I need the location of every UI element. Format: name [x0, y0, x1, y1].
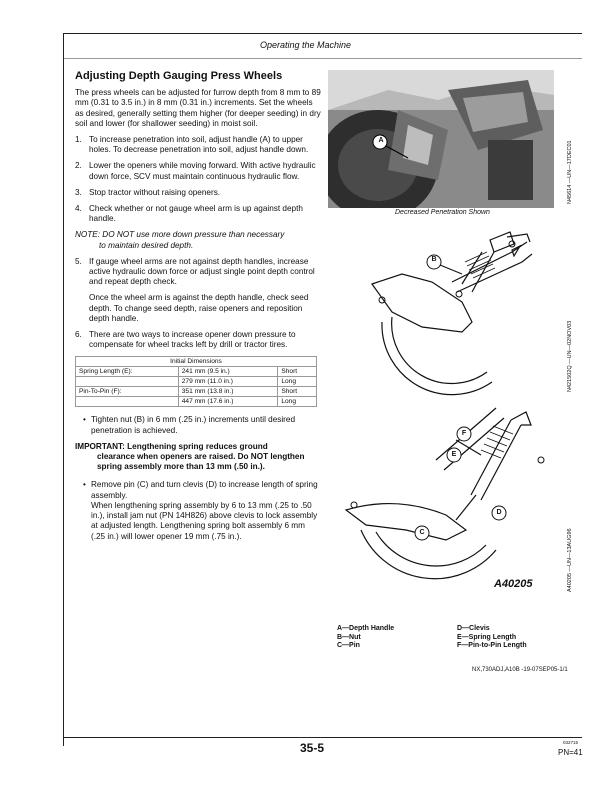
important-line-1: IMPORTANT: Lengthening spring reduces ground: [75, 441, 268, 451]
header-rule: [64, 58, 582, 59]
note-line-1: NOTE: DO NOT use more down pressure than necessary: [75, 230, 285, 240]
bullet-text: [91, 480, 321, 541]
step-text: To increase penetration into soil, adjust handle (A) to upper holes. To decrease penetration into soil, adjust handle down.: [89, 135, 309, 155]
step-number: 2.: [75, 161, 82, 171]
table-row: [76, 387, 317, 397]
page-frame-left: [63, 33, 64, 746]
legend-item: F—Pin-to-Pin Length: [457, 642, 527, 649]
figure-code: A40205 —UN—13AUG96: [567, 528, 573, 592]
page-number-pn: PN=41: [558, 748, 583, 757]
legend-item: C—Pin: [337, 642, 360, 649]
initial-dimensions-table: [75, 356, 317, 407]
step-2: [75, 161, 321, 181]
callout-c: C: [419, 529, 425, 536]
bullet-tighten-nut: [83, 415, 321, 435]
step-text: Check whether or not gauge wheel arm is up against depth handle.: [89, 204, 303, 224]
table-cell-value: 279 mm (11.0 in.): [178, 377, 278, 387]
depth-handle-photo: [328, 70, 554, 208]
step-4: [75, 204, 321, 224]
step-number: 4.: [75, 204, 82, 214]
table-row: [76, 377, 317, 387]
bullet-text: Tighten nut (B) in 6 mm (.25 in.) increments until desired penetration is achieved.: [91, 415, 296, 435]
section-title: Adjusting Depth Gauging Press Wheels: [75, 70, 283, 82]
step-1: [75, 135, 321, 155]
bullet-text-main: Remove pin (C) and turn clevis (D) to increase length of spring assembly.: [91, 480, 318, 500]
table-cell-size: Short: [278, 367, 317, 377]
table-cell-label: Spring Length (E):: [76, 367, 179, 377]
figure-code: N45614 —UN—17DEC01: [567, 140, 573, 204]
instructions-column: [75, 71, 321, 548]
table-cell-size: Long: [278, 377, 317, 387]
table-cell-value: 241 mm (9.5 in.): [178, 367, 278, 377]
table-cell-size: Short: [278, 387, 317, 397]
bullet-dot: •: [83, 480, 86, 490]
callout-d: D: [496, 509, 502, 516]
table-cell-value: 351 mm (13.8 in.): [178, 387, 278, 397]
table-row: [76, 367, 317, 377]
figure-legend-right: [457, 625, 527, 651]
step-text: Stop tractor without raising openers.: [89, 187, 221, 197]
legend-item: D—Clevis: [457, 625, 490, 632]
bullet-remove-pin: [83, 480, 321, 541]
step-text: There are two ways to increase opener down pressure to compensate for wheel tracks left by drill or tractor tires.: [89, 330, 296, 350]
step-number: 6.: [75, 330, 82, 340]
spring-nut-drawing: [362, 222, 552, 400]
step-text: If gauge wheel arms are not against depth handles, increase active hydraulic down force or adjust single point depth control and repeat depth check.: [89, 256, 315, 287]
print-code: 032715: [563, 740, 579, 745]
important-notice: [75, 442, 321, 473]
callout-e: E: [451, 451, 457, 458]
step-3: [75, 188, 321, 198]
intro-paragraph: The press wheels can be adjusted for furrow depth from 8 mm to 89 mm (0.31 to 3.5 in.) in 8 mm (0.31 in.) increments. Set the wheels as desired, generally setting them higher (for deeper seeding) in dry soil and lower (for shallower seeding) in moist soil.: [75, 88, 321, 128]
table-cell-label: [76, 377, 179, 387]
page-number: 35-5: [300, 741, 325, 755]
table-cell-value: 447 mm (17.6 in.): [178, 397, 278, 407]
step-6: [75, 330, 321, 350]
figure-id: A40205: [494, 578, 533, 590]
step-text: Lower the openers while moving forward. With active hydraulic down force, SCV must maintain continuous hydraulic flow.: [89, 161, 316, 181]
bullet-text-extra: When lengthening spring assembly by 6 to 13 mm (.25 to .50 in.), install jam nut (PN 14H826) above clevis to lock assembly at adjusted length. Lengthening spring bolt assembly 6 mm (.25 in.) will lower opener 19 mm (.75 in.).: [91, 500, 318, 541]
table-cell-size: Long: [278, 397, 317, 407]
bullet-dot: •: [83, 415, 86, 425]
step-5: [75, 257, 321, 288]
page-frame-top: [63, 33, 582, 34]
callout-f: F: [461, 430, 467, 437]
step-5-continuation: Once the wheel arm is against the depth handle, check seed depth. To change seed depth, raise openers and reposition depth handle.: [89, 293, 309, 323]
important-line-2: clearance when openers are raised. Do NOT lengthen spring assembly more than 13 mm (.50 in.).: [97, 452, 305, 472]
note: [75, 230, 321, 250]
page-frame-bottom: [63, 737, 582, 738]
legend-item: E—Spring Length: [457, 633, 517, 641]
table-cell-label: [76, 397, 179, 407]
legend-item: B—Nut: [337, 633, 361, 641]
table-caption: Initial Dimensions: [76, 357, 317, 367]
spring-assembly-drawing: [336, 400, 556, 600]
figure-caption: Decreased Penetration Shown: [395, 209, 490, 216]
figure-code: N421502Q —UN—02NOV03: [567, 320, 573, 392]
document-code: NX,730ADJ,A10B -19-07SEP05-1/1: [472, 667, 568, 673]
step-number: 5.: [75, 256, 82, 266]
step-number: 3.: [75, 187, 82, 197]
note-line-2: to maintain desired depth.: [99, 240, 194, 250]
legend-item: A—Depth Handle: [337, 625, 395, 632]
page-header-title: Operating the Machine: [260, 40, 352, 50]
step-number: 1.: [75, 135, 82, 145]
table-row: [76, 397, 317, 407]
table-cell-label: Pin-To-Pin (F):: [76, 387, 179, 397]
callout-b: B: [431, 256, 437, 263]
callout-a: A: [378, 137, 384, 144]
figure-legend-left: [337, 625, 394, 651]
